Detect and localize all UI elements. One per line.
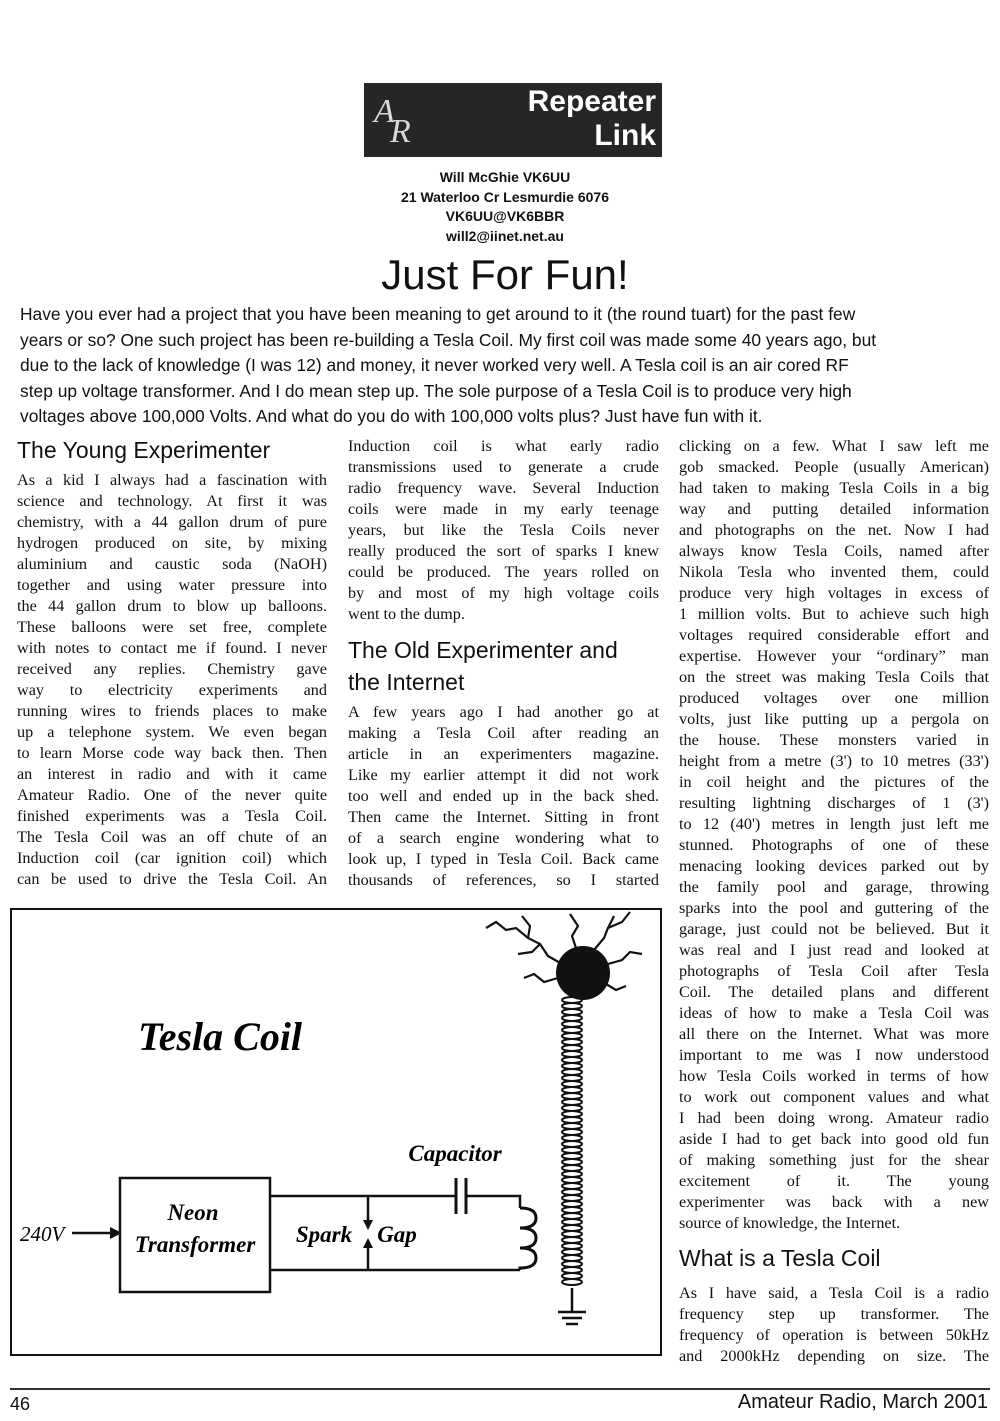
text-line: on the street was making Tesla Coils that xyxy=(679,668,989,686)
text-line: Coil. The detailed plans and different xyxy=(679,983,989,1001)
gap-label: Gap xyxy=(377,1222,417,1247)
heading-young-experimenter: The Young Experimenter xyxy=(17,437,271,463)
text-line: frequency step up transformer. The xyxy=(679,1305,989,1323)
text-line: aluminium and caustic soda (NaOH) xyxy=(17,555,327,573)
text-line: voltages required considerable effort and xyxy=(679,626,989,644)
text-line: Amateur Radio. One of the never quite xyxy=(17,786,327,804)
author-packet-address: VK6UU@VK6BBR xyxy=(445,208,565,224)
text-line: chemistry, with a 44 gallon drum of pure xyxy=(17,513,327,531)
column-1-text xyxy=(17,470,327,890)
text-line: These balloons were set free, complete xyxy=(17,618,327,636)
text-line: years, but like the Tesla Coils never xyxy=(348,521,659,539)
text-line: height from a metre (3') to 10 metres (33') xyxy=(679,752,989,770)
text-line: thousands of references, so I started xyxy=(348,871,659,889)
text-line: excitement of it. The young xyxy=(679,1172,989,1190)
text-line: really produced the sort of sparks I knew xyxy=(348,542,659,560)
intro-paragraph xyxy=(20,302,988,430)
text-line: too well and ended up in the back shed. xyxy=(348,787,659,805)
spark-label: Spark xyxy=(295,1222,353,1247)
figure-title: Tesla Coil xyxy=(137,1014,303,1059)
text-line: with notes to contact me if found. I never xyxy=(17,639,327,657)
intro-line: years or so? One such project has been re-building a Tesla Coil. My first coil was made some 40 years ago, but xyxy=(20,329,877,350)
text-line: and 2000kHz depending on size. The xyxy=(679,1347,989,1365)
text-line: could be produced. The years rolled on xyxy=(348,563,659,581)
author-name: Will McGhie VK6UU xyxy=(439,169,571,185)
heading-what-is-tesla-coil: What is a Tesla Coil xyxy=(679,1245,881,1271)
text-line: The Tesla Coil was an off chute of an xyxy=(17,828,327,846)
text-line: 1 million volts. But to achieve such high xyxy=(679,605,989,623)
text-line: resulting lightning discharges of 1 (3') xyxy=(679,794,989,812)
text-line: running wires to friends places to make xyxy=(17,702,327,720)
column-2b-text xyxy=(348,702,659,891)
text-line: to work out component values and what xyxy=(679,1088,989,1106)
text-line: photographs of Tesla Coil after Tesla xyxy=(679,962,989,980)
page-number: 46 xyxy=(10,1394,31,1414)
text-line: look up, I typed in Tesla Coil. Back came xyxy=(348,850,659,868)
text-line: always know Tesla Coils, named after xyxy=(679,542,989,560)
text-line: Induction coil is what early radio xyxy=(348,437,659,455)
text-line: science and technology. At first it was xyxy=(17,492,327,510)
text-line: up a telephone system. We even began xyxy=(17,723,327,741)
text-line: important to me was I now understood xyxy=(679,1046,989,1064)
column-3b-text xyxy=(679,1283,989,1367)
text-line: Then came the Internet. Sitting in front xyxy=(348,808,659,826)
text-line: the 44 gallon drum to blow up balloons. xyxy=(17,597,327,615)
text-line: finished experiments was a Tesla Coil. xyxy=(17,807,327,825)
text-line: expertise. However your “ordinary” man xyxy=(679,647,989,665)
text-line: produced voltages over one million xyxy=(679,689,989,707)
text-line: frequency of operation is between 50kHz xyxy=(679,1326,989,1344)
text-line: experimenter was back with a new xyxy=(679,1193,989,1211)
text-line: menacing looking devices parked out by xyxy=(679,857,989,875)
text-line: went to the dump. xyxy=(348,605,465,623)
text-line: clicking on a few. What I saw left me xyxy=(679,437,989,455)
text-line: As I have said, a Tesla Coil is a radio xyxy=(679,1284,989,1302)
text-line: sparks into the pool and guttering of the xyxy=(679,899,989,917)
text-line: Induction coil (car ignition coil) which xyxy=(17,849,327,867)
text-line: received any replies. Chemistry gave xyxy=(17,660,327,678)
text-line: an interest in radio and with it came xyxy=(17,765,327,783)
text-line: and photographs on the net. Now I had xyxy=(679,521,989,539)
heading-old-experimenter xyxy=(348,634,618,698)
text-line: source of knowledge, the Internet. xyxy=(679,1214,901,1232)
text-line: ideas of how to make a Tesla Coil was xyxy=(679,1004,989,1022)
text-line: transmissions used to generate a crude xyxy=(348,458,659,476)
text-line: coils were made in my early teenage xyxy=(348,500,659,518)
monogram-r: R xyxy=(390,113,411,150)
text-line: I had been doing wrong. Amateur radio xyxy=(679,1109,989,1127)
text-line: garage, just could not be believed. But it xyxy=(679,920,989,938)
author-address: 21 Waterloo Cr Lesmurdie 6076 xyxy=(400,188,609,205)
intro-line: step up voltage transformer. And I do mean step up. The sole purpose of a Tesla Coil is to produce very high xyxy=(20,380,852,401)
text-line: aside I had to get back into good old fun xyxy=(679,1130,989,1148)
author-block xyxy=(300,168,710,246)
text-line: produce very high voltages in excess of xyxy=(679,584,989,602)
tesla-coil-diagram xyxy=(10,908,662,1356)
column-logo xyxy=(364,83,662,157)
heading-old-line1: The Old Experimenter and xyxy=(348,637,618,663)
text-line: Nikola Tesla who invented them, could xyxy=(679,563,989,581)
text-line: of a search engine wondering what to xyxy=(348,829,659,847)
capacitor-label: Capacitor xyxy=(408,1141,502,1166)
ar-monogram xyxy=(374,93,424,149)
footer-rule xyxy=(10,1388,990,1390)
text-line: the family pool and garage, throwing xyxy=(679,878,989,896)
text-line: volts, just like putting up a pergola on xyxy=(679,710,989,728)
text-line: all there on the Internet. What was more xyxy=(679,1025,989,1043)
text-line: the house. These monsters varied in xyxy=(679,731,989,749)
text-line: As a kid I always had a fascination with xyxy=(17,471,327,489)
text-line: by and most of my high voltage coils xyxy=(348,584,659,602)
intro-line: voltages above 100,000 Volts. And what do you do with 100,000 volts plus? Just have fun with it. xyxy=(20,406,763,426)
text-line: making a Tesla Coil after reading an xyxy=(348,724,659,742)
text-line: in coil height and the pictures of the xyxy=(679,773,989,791)
text-line: of making something just for the shear xyxy=(679,1151,989,1169)
column-name-line2: Link xyxy=(594,119,656,152)
text-line: stunned. Photographs of one of these xyxy=(679,836,989,854)
transformer-label: Transformer xyxy=(134,1232,256,1257)
monogram-a: A xyxy=(374,93,395,130)
text-line: way and putting detailed information xyxy=(679,500,989,518)
article-title: Just For Fun! xyxy=(381,251,629,298)
text-line: was real and I just read and looked at xyxy=(679,941,989,959)
text-line: way to electricity experiments and xyxy=(17,681,327,699)
text-line: Like my earlier attempt it did not work xyxy=(348,766,659,784)
heading-old-line2: the Internet xyxy=(348,669,465,695)
text-line: together and using water pressure into xyxy=(17,576,327,594)
author-email: will2@iinet.net.au xyxy=(446,227,564,244)
text-line: to 12 (40') metres in length just left me xyxy=(679,815,989,833)
intro-line: due to the lack of knowledge (I was 12) and money, it never worked very well. A Tesla coil is an air cored RF xyxy=(20,355,849,375)
text-line: had taken to making Tesla Coils in a big xyxy=(679,479,989,497)
neon-label: Neon xyxy=(167,1200,219,1225)
text-line: A few years ago I had another go at xyxy=(348,703,659,721)
top-load-sphere xyxy=(556,946,610,1000)
text-line: gob smacked. People (usually American) xyxy=(679,458,989,476)
publication-footer: Amateur Radio, March 2001 xyxy=(737,1391,988,1413)
input-voltage-label: 240V xyxy=(20,1222,65,1246)
column-3-text xyxy=(679,436,989,1234)
text-line: radio frequency wave. Several Induction xyxy=(348,479,659,497)
text-line: article in an experimenters magazine. xyxy=(348,745,659,763)
text-line: to learn Morse code way back then. Then xyxy=(17,744,327,762)
text-line: how Tesla Coils worked in terms of how xyxy=(679,1067,989,1085)
text-line: hydrogen produced on site, by mixing xyxy=(17,534,327,552)
column-2-text xyxy=(348,436,659,625)
intro-line: Have you ever had a project that you have been meaning to get around to it (the round tuart) for the past few xyxy=(20,304,856,324)
column-name-line1: Repeater xyxy=(527,85,656,118)
text-line: can be used to drive the Tesla Coil. An xyxy=(17,870,327,888)
